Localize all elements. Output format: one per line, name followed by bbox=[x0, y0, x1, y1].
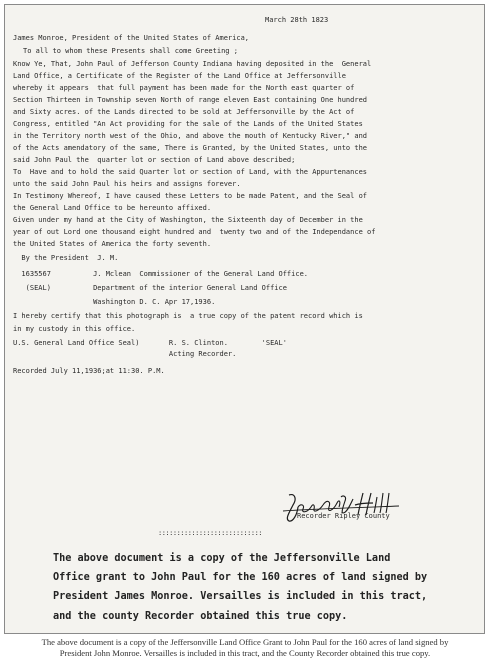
document-line: By the President J. M. bbox=[13, 254, 119, 262]
summary-line: and the county Recorder obtained this true copy. bbox=[53, 611, 348, 622]
caption-line: President John Monroe. Versailles is included in this tract, and the County Recorder obtained this true copy. bbox=[59, 648, 431, 658]
document-line: whereby it appears that full payment has been made for the North east quarter of bbox=[13, 84, 355, 92]
document-line: Acting Recorder. bbox=[13, 350, 237, 358]
document-line: In Testimony Whereof, I have caused these Letters to be made Patent, and the Seal of bbox=[13, 192, 368, 200]
document-line: said John Paul the quarter lot or section of Land above described; bbox=[13, 156, 296, 164]
document-line: Recorded July 11,1936;at 11:30. P.M. bbox=[13, 367, 165, 375]
document-line: unto the said John Paul his heirs and assigns forever. bbox=[13, 180, 241, 188]
summary-line: President James Monroe. Versailles is included in this tract, bbox=[53, 591, 428, 602]
document-line: Congress, entitled "An Act providing for the sale of the Lands of the United States bbox=[13, 120, 363, 128]
document-line: James Monroe, President of the United States of America, bbox=[13, 34, 250, 42]
document-frame bbox=[4, 4, 485, 634]
document-line: the United States of America the forty seventh. bbox=[13, 240, 212, 248]
caption-line: The above document is a copy of the Jeffersonville Land Office Grant to John Paul for the 160 acres of land signed by bbox=[41, 637, 449, 647]
image-caption bbox=[0, 637, 490, 659]
handwritten-signature bbox=[281, 491, 405, 527]
document-line: Given under my hand at the City of Washington, the Sixteenth day of December in the bbox=[13, 216, 363, 224]
document-line: in my custody in this office. bbox=[13, 325, 136, 333]
document-line: in the Territory north west of the Ohio, and above the mouth of Kentucky River," and bbox=[13, 132, 368, 140]
document-line: 1635567 J. Mclean Commissioner of the General Land Office. bbox=[13, 270, 309, 278]
summary-line: The above document is a copy of the Jeffersonville Land bbox=[53, 553, 391, 564]
signature-label: Recorder Ripley County bbox=[297, 512, 390, 520]
document-line: To Have and to hold the said Quarter lot or section of Land, with the Appurtenances bbox=[13, 168, 368, 176]
document-line: and Sixty acres. of the Lands directed to be sold at Jeffersonville by the Act of bbox=[13, 108, 355, 116]
document-line: Washington D. C. Apr 17,1936. bbox=[13, 298, 216, 306]
document-line: Section Thirteen in Township seven North of range eleven East containing One hundred bbox=[13, 96, 368, 104]
document-line: year of out Lord one thousand eight hundred and twenty two and of the Independance of bbox=[13, 228, 376, 236]
document-line: (SEAL) Department of the interior General Land Office bbox=[13, 284, 287, 292]
document-line: Know Ye, That, John Paul of Jefferson County Indiana having deposited in the General bbox=[13, 60, 372, 68]
document-date: March 28th 1823 bbox=[265, 16, 329, 24]
document-line: the General Land Office to be hereunto affixed. bbox=[13, 204, 212, 212]
document-line: Land Office, a Certificate of the Register of the Land Office at Jeffersonville bbox=[13, 72, 346, 80]
perforation-marks: :::::::::::::::::::::::::::: bbox=[158, 529, 263, 537]
document-line: of the Acts amendatory of the same, There is Granted, by the United States, unto the bbox=[13, 144, 368, 152]
document-line: I hereby certify that this photograph is a true copy of the patent record which is bbox=[13, 312, 363, 320]
document-line: To all to whom these Presents shall come Greeting ; bbox=[23, 47, 238, 55]
document-line: U.S. General Land Office Seal) R. S. Clinton. 'SEAL' bbox=[13, 339, 287, 347]
summary-line: Office grant to John Paul for the 160 acres of land signed by bbox=[53, 572, 428, 583]
